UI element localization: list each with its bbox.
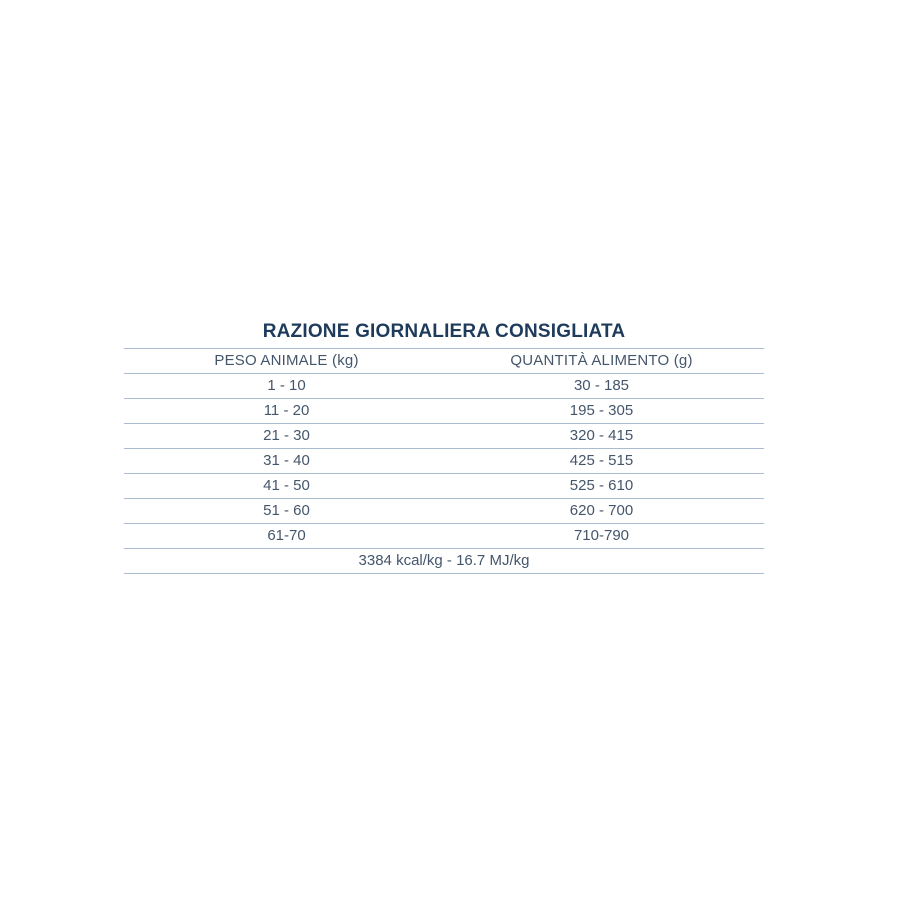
column-header-weight: PESO ANIMALE (kg)	[214, 352, 359, 369]
table-row	[124, 448, 764, 473]
table-row	[124, 473, 764, 498]
table-row	[124, 373, 764, 398]
weight-cell: 51 - 60	[263, 502, 310, 519]
weight-cell: 11 - 20	[263, 402, 310, 419]
table-title: RAZIONE GIORNALIERA CONSIGLIATA	[262, 321, 626, 342]
weight-cell: 61-70	[267, 527, 306, 544]
table-row	[124, 398, 764, 423]
weight-cell: 41 - 50	[263, 477, 310, 494]
table-row	[124, 498, 764, 523]
weight-cell: 21 - 30	[263, 427, 310, 444]
quantity-cell: 195 - 305	[569, 402, 634, 419]
weight-cell: 31 - 40	[263, 452, 310, 469]
table-footer-row	[124, 548, 764, 574]
quantity-cell: 425 - 515	[569, 452, 634, 469]
quantity-cell: 710-790	[573, 527, 630, 544]
table-header-row	[124, 348, 764, 373]
energy-value: 3384 kcal/kg - 16.7 MJ/kg	[358, 552, 530, 569]
table-row	[124, 423, 764, 448]
quantity-cell: 620 - 700	[569, 502, 634, 519]
ration-table	[124, 316, 764, 574]
table-row	[124, 523, 764, 548]
weight-cell: 1 - 10	[267, 377, 306, 394]
quantity-cell: 525 - 610	[569, 477, 634, 494]
column-header-quantity: QUANTITÀ ALIMENTO (g)	[510, 352, 693, 369]
quantity-cell: 30 - 185	[573, 377, 630, 394]
quantity-cell: 320 - 415	[569, 427, 634, 444]
